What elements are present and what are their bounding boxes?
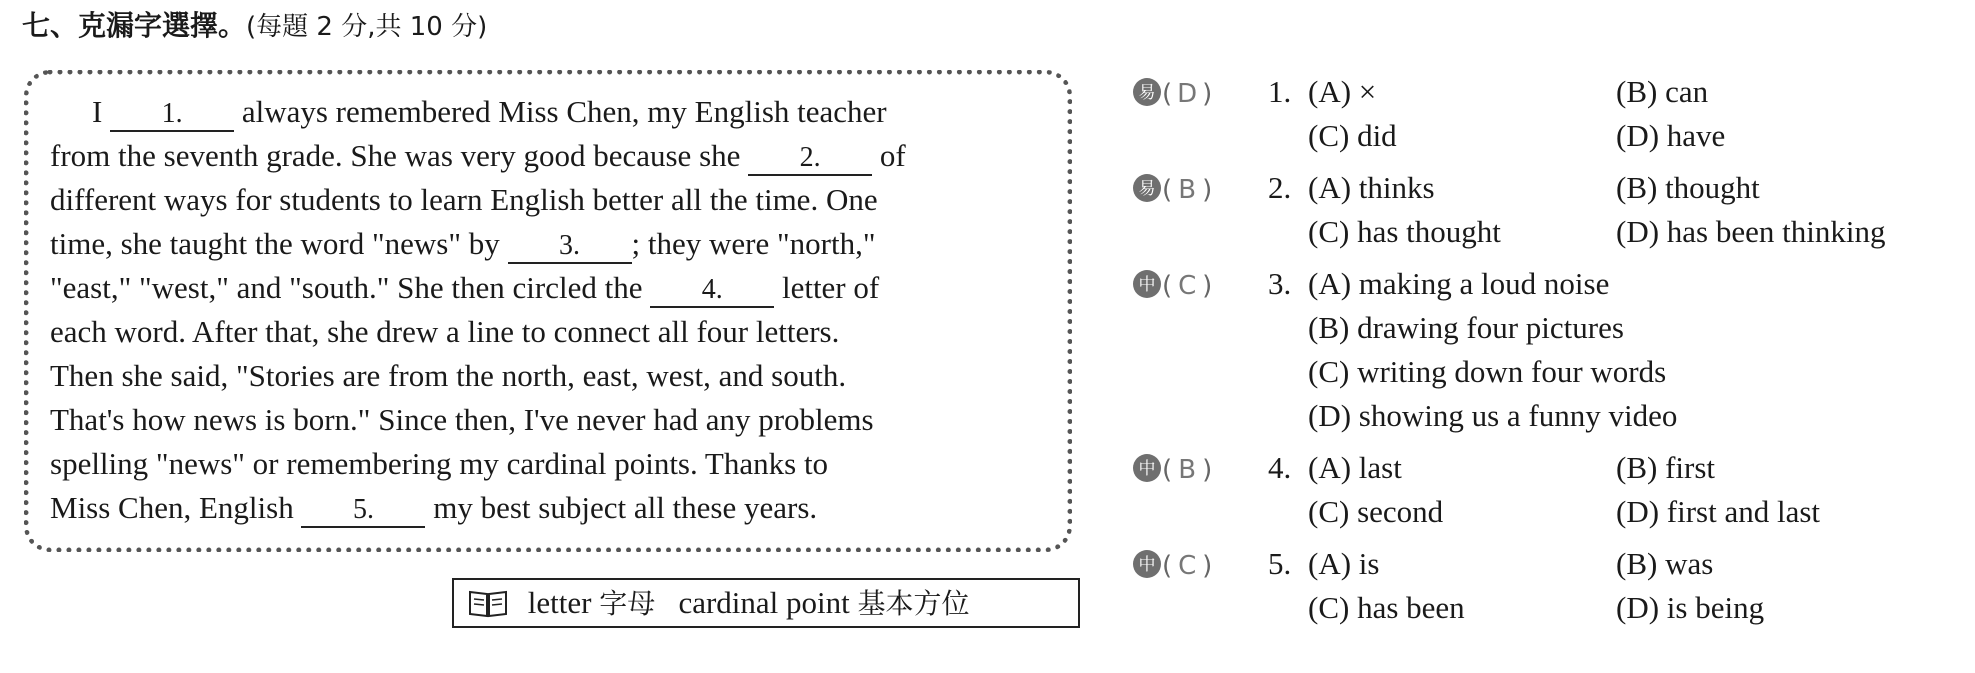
option-a: (A) thinks — [1308, 170, 1435, 205]
answer-paren-close: ) — [1202, 175, 1213, 205]
question-3 — [1132, 262, 1972, 438]
option-row — [1132, 446, 1972, 490]
passage-text: different ways for students to learn English better all the time. One — [50, 182, 878, 217]
passage-text: my best subject all these years. — [425, 490, 818, 525]
option-a: (A) × — [1308, 74, 1377, 109]
passage-text: Then she said, "Stories are from the north, east, west, and south. — [50, 358, 847, 393]
option-row — [1132, 542, 1972, 586]
question-answer-marker — [1132, 542, 1212, 588]
passage-line — [50, 486, 1060, 530]
question-5 — [1132, 542, 1972, 630]
passage-text: from the seventh grade. She was very good because she — [50, 138, 749, 173]
passage-text: time, she taught the word "news" by — [50, 226, 508, 261]
difficulty-icon — [1132, 173, 1162, 203]
answer-letter: B — [1178, 175, 1197, 205]
glossary-box — [452, 578, 1080, 628]
blank-4: 4. — [650, 274, 774, 308]
question-number: 5. — [1268, 546, 1292, 581]
question-number: 2. — [1268, 170, 1292, 205]
answer-paren-close: ) — [1202, 271, 1213, 301]
passage-line — [50, 178, 1060, 222]
blank-1: 1. — [110, 98, 234, 132]
question-4 — [1132, 446, 1972, 534]
section-scoring-note: (每題 2 分,共 10 分) — [246, 12, 488, 42]
passage-text: letter of — [774, 270, 880, 305]
option-row — [1132, 394, 1972, 438]
blank-5: 5. — [301, 494, 425, 528]
glossary-term-cardinal-point: cardinal point — [678, 585, 850, 620]
glossary-def-letter: 字母 — [599, 587, 656, 620]
passage-text: ; they were "north," — [631, 226, 876, 261]
option-b: (B) thought — [1616, 170, 1760, 205]
option-row — [1132, 210, 1972, 254]
difficulty-label: 易 — [1138, 82, 1156, 103]
glossary-def-cardinal-point: 基本方位 — [857, 587, 970, 620]
option-row — [1132, 166, 1972, 210]
difficulty-label: 易 — [1138, 178, 1156, 199]
section-heading — [22, 6, 487, 47]
option-c: (C) has been — [1308, 590, 1465, 625]
question-1 — [1132, 70, 1972, 158]
option-d: (D) has been thinking — [1616, 214, 1886, 249]
option-b: (B) drawing four pictures — [1308, 310, 1624, 345]
passage-text: of — [872, 138, 906, 173]
difficulty-label: 中 — [1138, 458, 1156, 479]
answer-paren-open: ( — [1162, 455, 1173, 485]
option-a: (A) is — [1308, 546, 1380, 581]
passage-line — [50, 90, 1060, 134]
option-row — [1132, 490, 1972, 534]
answer-paren-open: ( — [1162, 175, 1173, 205]
answer-letter: C — [1178, 551, 1197, 581]
answer-paren-close: ) — [1202, 551, 1213, 581]
option-d: (D) first and last — [1616, 494, 1821, 529]
answer-letter: B — [1178, 455, 1197, 485]
question-list — [1132, 70, 1972, 638]
option-a: (A) last — [1308, 450, 1402, 485]
option-row — [1132, 70, 1972, 114]
question-answer-marker — [1132, 166, 1212, 212]
answer-paren-open: ( — [1162, 551, 1173, 581]
passage-text: I — [92, 94, 111, 129]
passage-text: spelling "news" or remembering my cardinal points. Thanks to — [50, 446, 829, 481]
blank-3: 3. — [508, 230, 632, 264]
option-d: (D) have — [1616, 118, 1726, 153]
option-d: (D) is being — [1616, 590, 1765, 625]
question-2 — [1132, 166, 1972, 254]
question-number: 1. — [1268, 74, 1292, 109]
option-row — [1132, 114, 1972, 158]
difficulty-icon — [1132, 549, 1162, 579]
blank-2: 2. — [748, 142, 872, 176]
passage-line — [50, 354, 1060, 398]
passage-text: Miss Chen, English — [50, 490, 302, 525]
option-b: (B) can — [1616, 74, 1709, 109]
section-title: 七、克漏字選擇。 — [22, 9, 247, 42]
passage-text: "east," "west," and "south." She then circled the — [50, 270, 651, 305]
glossary-term-letter: letter — [527, 585, 592, 620]
option-c: (C) second — [1308, 494, 1444, 529]
question-number: 3. — [1268, 266, 1292, 301]
option-d: (D) showing us a funny video — [1308, 398, 1678, 433]
passage-text: That's how news is born." Since then, I've never had any problems — [50, 402, 874, 437]
answer-paren-close: ) — [1202, 79, 1213, 109]
passage-text: always remembered Miss Chen, my English teacher — [234, 94, 887, 129]
option-a: (A) making a loud noise — [1308, 266, 1610, 301]
difficulty-icon — [1132, 453, 1162, 483]
option-row — [1132, 586, 1972, 630]
passage-line — [50, 310, 1060, 354]
option-b: (B) first — [1616, 450, 1716, 485]
difficulty-label: 中 — [1138, 554, 1156, 575]
difficulty-label: 中 — [1138, 274, 1156, 295]
book-icon — [468, 588, 508, 618]
answer-letter: C — [1178, 271, 1197, 301]
option-row — [1132, 350, 1972, 394]
option-b: (B) was — [1616, 546, 1714, 581]
answer-letter: D — [1177, 79, 1198, 109]
passage-line — [50, 398, 1060, 442]
option-c: (C) did — [1308, 118, 1397, 153]
passage-line — [50, 266, 1060, 310]
option-row — [1132, 306, 1972, 350]
difficulty-icon — [1132, 269, 1162, 299]
passage-line — [50, 442, 1060, 486]
option-row — [1132, 262, 1972, 306]
passage-line — [50, 134, 1060, 178]
question-answer-marker — [1132, 70, 1212, 116]
answer-paren-close: ) — [1202, 455, 1213, 485]
option-c: (C) has thought — [1308, 214, 1501, 249]
question-number: 4. — [1268, 450, 1292, 485]
passage-line — [50, 222, 1060, 266]
cloze-passage — [50, 90, 1060, 530]
answer-paren-open: ( — [1162, 79, 1173, 109]
question-answer-marker — [1132, 262, 1212, 308]
option-c: (C) writing down four words — [1308, 354, 1667, 389]
passage-text: each word. After that, she drew a line to connect all four letters. — [50, 314, 840, 349]
difficulty-icon — [1132, 77, 1162, 107]
answer-paren-open: ( — [1162, 271, 1173, 301]
question-answer-marker — [1132, 446, 1212, 492]
